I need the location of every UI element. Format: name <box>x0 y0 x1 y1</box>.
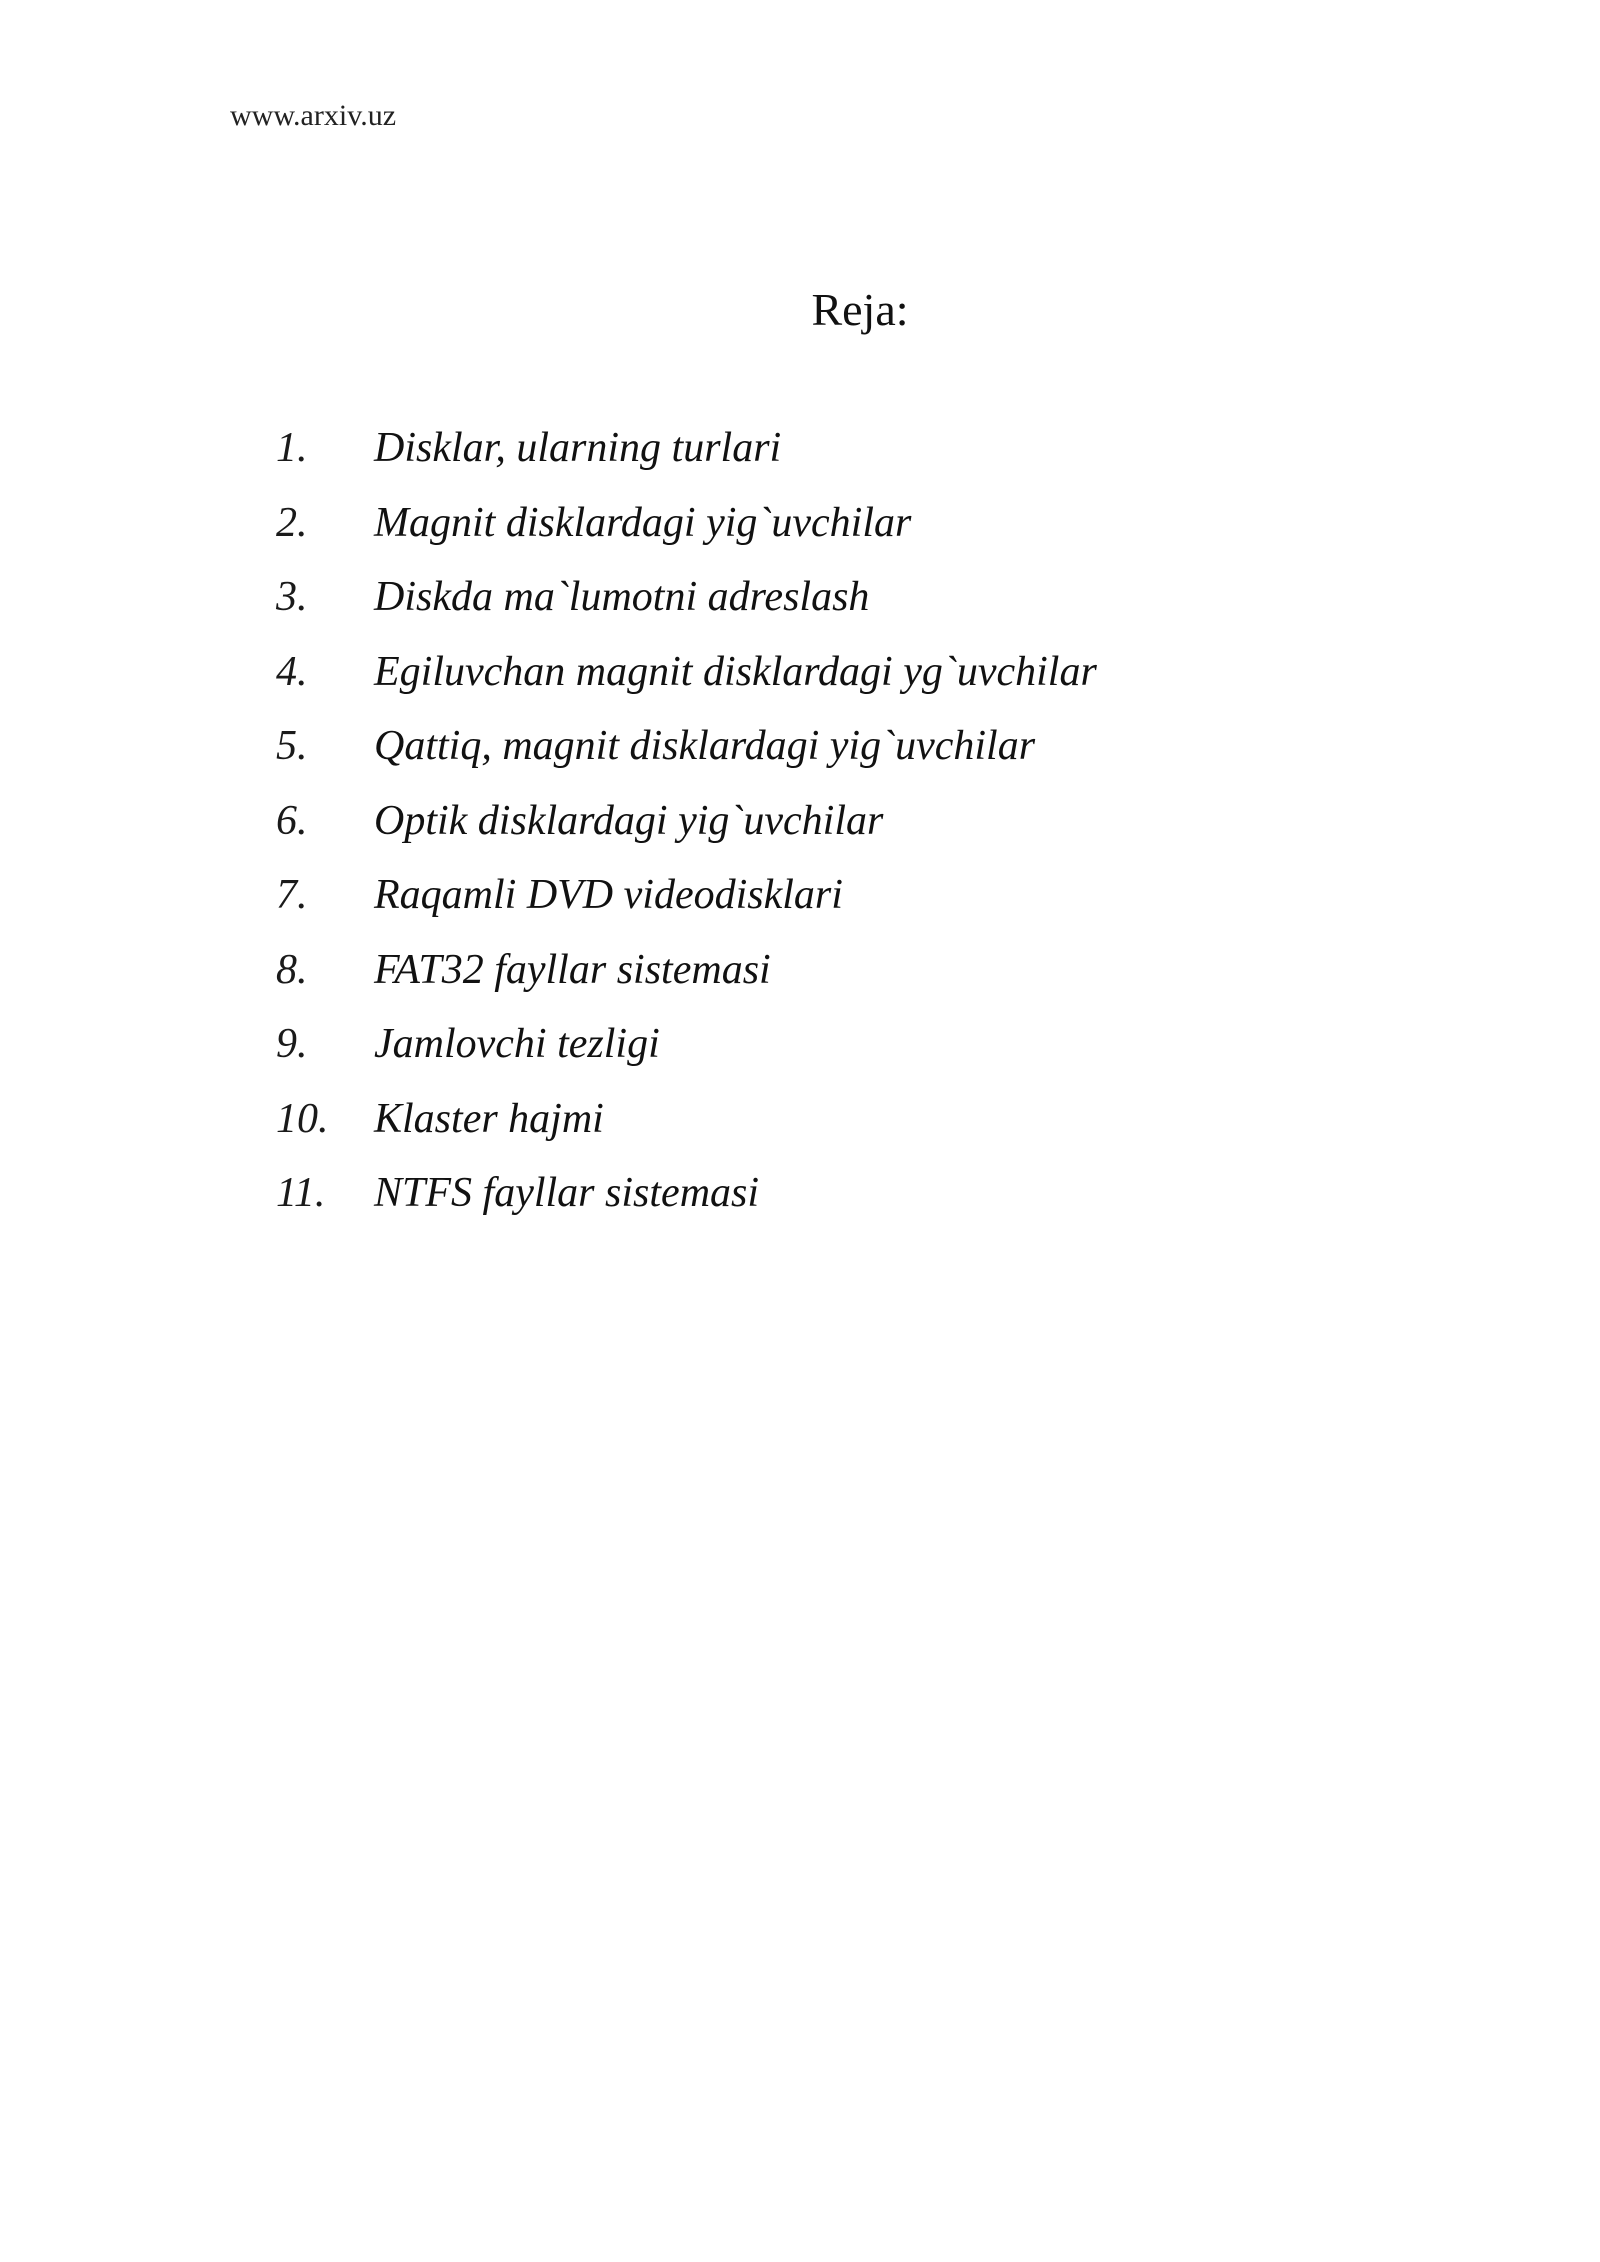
toc-item-number: 9. <box>276 1021 308 1067</box>
toc-item-number: 2. <box>276 499 308 546</box>
toc-item <box>276 942 1097 1017</box>
toc-item <box>276 1016 1097 1091</box>
toc-item-text: Jamlovchi tezligi <box>374 1021 660 1067</box>
toc-item-number: 6. <box>276 797 308 844</box>
toc-item-number: 4. <box>276 648 308 695</box>
toc-item-number: 10. <box>276 1095 329 1142</box>
toc-item <box>276 644 1097 719</box>
toc-item <box>276 1165 1097 1240</box>
toc-item-text: Qattiq, magnit disklardagi yig`uvchilar <box>374 723 1036 769</box>
toc-item <box>276 495 1097 570</box>
toc-item-number: 3. <box>276 574 308 620</box>
toc-item <box>276 1091 1097 1166</box>
toc-item <box>276 569 1097 644</box>
toc-item-text: Magnit disklardagi yig`uvchilar <box>374 499 912 546</box>
document-title: Reja: <box>811 284 909 335</box>
page-header-site: www.arxiv.uz <box>230 99 397 132</box>
table-of-contents <box>276 420 1097 1240</box>
toc-item-number: 11. <box>276 1170 326 1216</box>
toc-item-number: 7. <box>276 872 308 918</box>
toc-item-text: Raqamli DVD videodisklari <box>374 872 843 918</box>
toc-item-text: Egiluvchan magnit disklardagi yg`uvchilar <box>374 648 1097 695</box>
toc-item <box>276 793 1097 868</box>
toc-item-text: Diskda ma`lumotni adreslash <box>374 574 870 620</box>
toc-item-text: Disklar, ularning turlari <box>374 425 782 471</box>
toc-item-number: 1. <box>276 425 308 471</box>
toc-item-text: FAT32 fayllar sistemasi <box>374 946 771 993</box>
toc-item-number: 5. <box>276 723 308 769</box>
toc-item-number: 8. <box>276 946 308 993</box>
toc-item-text: Optik disklardagi yig`uvchilar <box>374 797 884 844</box>
toc-item <box>276 718 1097 793</box>
toc-item <box>276 420 1097 495</box>
toc-item <box>276 867 1097 942</box>
toc-item-text: Klaster hajmi <box>374 1095 604 1142</box>
toc-item-text: NTFS fayllar sistemasi <box>374 1170 760 1216</box>
